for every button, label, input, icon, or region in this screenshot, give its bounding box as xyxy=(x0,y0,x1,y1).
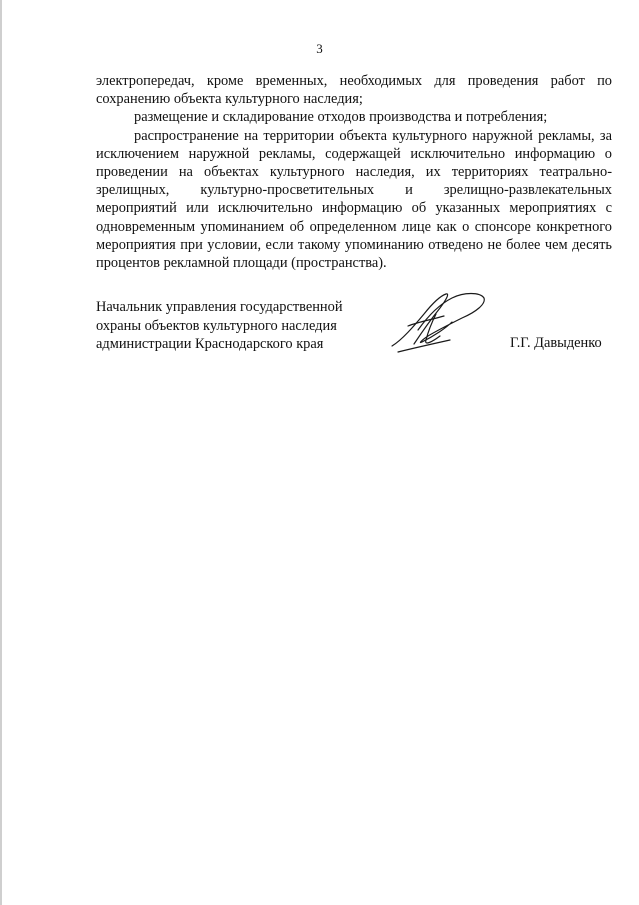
paragraph-advertising: распространение на территории объекта культурного наружной рекламы, за исключением наружной рекламы, содержащей исключительно информацию о проведении на объектах культурного наследия, их территориях театрально-зрелищных, культурно-просветительных и зрелищно-развлекательных мероприятий или исключительно информацию об указанных мероприятиях с одновременным упоминанием об определенном лице как о спонсоре конкретного мероприятия при условии, если такому упоминанию отведено не более чем десять процентов рекламной площади (пространства). xyxy=(96,127,612,272)
page-number: 3 xyxy=(316,41,323,56)
signatory-name: Г.Г. Давыденко xyxy=(510,335,602,351)
paragraph-waste: размещение и складирование отходов производства и потребления; xyxy=(134,109,548,126)
signatory-title-line: охраны объектов культурного наследия xyxy=(96,317,337,334)
page-edge-line xyxy=(0,0,2,905)
handwritten-signature xyxy=(388,286,488,358)
paragraph-continuation: электропередач, кроме временных, необходимых для проведения работ по сохранению объекта культурного наследия; xyxy=(96,73,612,108)
body-text xyxy=(96,72,612,272)
signatory-title xyxy=(96,298,396,354)
signatory-title-line: Начальник управления государственной xyxy=(96,299,343,315)
signatory-title-line: администрации Краснодарского края xyxy=(96,336,324,352)
